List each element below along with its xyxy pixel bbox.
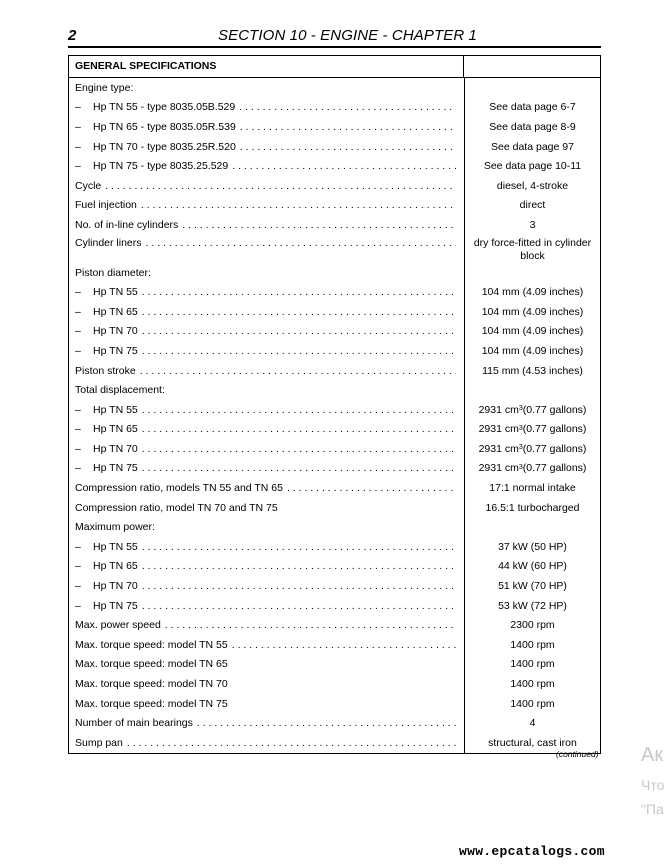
- spec-value: diesel, 4-stroke: [496, 179, 569, 192]
- spec-label: Max. power speed: [75, 619, 161, 632]
- spec-value: See data page 8-9: [489, 120, 576, 133]
- spec-label: Piston stroke: [75, 364, 136, 377]
- page-header: [68, 26, 601, 46]
- list-dash: –: [75, 580, 81, 593]
- table-row-label: [69, 156, 464, 176]
- dot-leader: [240, 121, 456, 133]
- spec-label: Hp TN 75: [93, 462, 138, 475]
- dot-leader: [142, 580, 456, 592]
- spec-value: See data page 97: [491, 140, 574, 153]
- dot-leader: [287, 482, 456, 494]
- spec-value: 1400 rpm: [510, 697, 555, 710]
- list-dash: –: [75, 160, 81, 173]
- spec-label: Piston diameter:: [75, 266, 151, 279]
- spec-label: Hp TN 70: [93, 442, 138, 455]
- list-dash: –: [75, 286, 81, 299]
- table-heading: GENERAL SPECIFICATIONS: [69, 56, 464, 77]
- spec-label: Sump pan: [75, 736, 123, 749]
- list-dash: –: [75, 325, 81, 338]
- list-dash: –: [75, 403, 81, 416]
- spec-label: Cycle: [75, 179, 102, 192]
- dot-leader: [240, 141, 456, 153]
- spec-label: Hp TN 75: [93, 599, 138, 612]
- dot-leader: [182, 219, 456, 231]
- table-row-label: [69, 380, 464, 400]
- dot-leader: [140, 365, 456, 377]
- spec-label: Hp TN 65: [93, 423, 138, 436]
- dot-leader: [142, 560, 456, 572]
- list-dash: –: [75, 344, 81, 357]
- spec-label: Cylinder liners: [75, 236, 142, 249]
- specifications-table: [68, 55, 601, 754]
- list-dash: –: [75, 120, 81, 133]
- dot-leader: [142, 443, 456, 455]
- dot-leader: [142, 345, 456, 357]
- table-row-label: [69, 635, 464, 655]
- spec-label: Hp TN 65: [93, 305, 138, 318]
- spec-label: Hp TN 65 - type 8035.05R.539: [93, 120, 236, 133]
- continued-note: (continued): [556, 749, 599, 759]
- spec-value: 2931 cm $^3$ (0.77 gallons): [478, 403, 587, 416]
- spec-value: 53 kW (72 HP): [498, 599, 567, 612]
- spec-value: 2931 cm $^3$ (0.77 gallons): [478, 442, 587, 455]
- header-rule: [68, 46, 601, 48]
- spec-value: 1400 rpm: [510, 638, 555, 651]
- spec-label: Max. torque speed: model TN 55: [75, 638, 228, 651]
- table-row-label: [69, 733, 464, 753]
- table-row-label: [69, 694, 464, 714]
- spec-value: 44 kW (60 HP): [498, 560, 567, 573]
- table-row-label: [69, 400, 464, 420]
- list-dash: –: [75, 462, 81, 475]
- table-body: [69, 78, 600, 753]
- spec-value: See data page 10-11: [483, 160, 582, 173]
- spec-value: 104 mm (4.09 inches): [481, 305, 584, 318]
- list-dash: –: [75, 599, 81, 612]
- dot-leader: [232, 160, 456, 172]
- list-dash: –: [75, 560, 81, 573]
- spec-label: Max. torque speed: model TN 75: [75, 697, 228, 710]
- section-title: SECTION 10 - ENGINE - CHAPTER 1: [218, 27, 477, 44]
- spec-label: Hp TN 55: [93, 286, 138, 299]
- spec-label: Hp TN 75 - type 8035.25.529: [93, 160, 229, 173]
- watermark-line-1: Ак: [641, 744, 664, 766]
- table-row-label: [69, 615, 464, 635]
- footer-url[interactable]: www.epcatalogs.com: [459, 844, 605, 859]
- table-row-label: [69, 117, 464, 137]
- list-dash: –: [75, 442, 81, 455]
- spec-label: Max. torque speed: model TN 70: [75, 678, 228, 691]
- table-row-label: [69, 176, 464, 196]
- superscript: 3: [518, 405, 523, 413]
- spec-value: 2931 cm $^3$ (0.77 gallons): [478, 423, 587, 436]
- spec-label: Compression ratio, model TN 70 and TN 75: [75, 501, 278, 514]
- table-row-label: [69, 655, 464, 675]
- table-row-label: [69, 235, 464, 263]
- dot-leader: [142, 325, 456, 337]
- dot-leader: [142, 423, 456, 435]
- spec-value: 51 kW (70 HP): [498, 580, 567, 593]
- spec-label: No. of in-line cylinders: [75, 218, 179, 231]
- spec-value: 1400 rpm: [510, 658, 555, 671]
- table-row-label: [69, 137, 464, 157]
- table-row-label: [69, 341, 464, 361]
- superscript: 3: [518, 424, 523, 432]
- table-heading-value-cell: [464, 56, 600, 77]
- table-row-label: [69, 576, 464, 596]
- spec-value: 115 mm (4.53 inches): [482, 364, 583, 377]
- spec-label: Hp TN 55 - type 8035.05B.529: [93, 101, 236, 114]
- spec-value: See data page 6-7: [489, 101, 576, 114]
- table-row-label: [69, 517, 464, 537]
- spec-value: 104 mm (4.09 inches): [481, 344, 584, 357]
- spec-value: 1400 rpm: [510, 678, 555, 691]
- superscript: 3: [518, 463, 523, 471]
- list-dash: –: [75, 305, 81, 318]
- spec-label: Total displacement:: [75, 384, 165, 397]
- spec-value: 16.5:1 turbocharged: [485, 501, 580, 514]
- table-row-label: [69, 420, 464, 440]
- spec-label: Number of main bearings: [75, 717, 193, 730]
- dot-leader: [142, 404, 456, 416]
- spec-label: Compression ratio, models TN 55 and TN 65: [75, 482, 283, 495]
- spec-value: 2300 rpm: [510, 619, 555, 632]
- table-row-label: [69, 459, 464, 479]
- dot-leader: [142, 541, 456, 553]
- spec-value: [465, 78, 600, 98]
- list-dash: –: [75, 540, 81, 553]
- dot-leader: [142, 462, 456, 474]
- table-row-label: [69, 263, 464, 283]
- table-row-label: [69, 478, 464, 498]
- table-row-label: [69, 537, 464, 557]
- dot-leader: [197, 717, 456, 729]
- spec-label: Engine type:: [75, 81, 134, 94]
- table-row-label: [69, 78, 464, 98]
- list-dash: –: [75, 101, 81, 114]
- spec-label: Hp TN 70 - type 8035.25R.520: [93, 140, 236, 153]
- list-dash: –: [75, 140, 81, 153]
- spec-label: Hp TN 55: [93, 403, 138, 416]
- page-number: 2: [68, 27, 77, 44]
- spec-value: dry force-fitted in cylinder block: [473, 236, 592, 262]
- table-row-label: [69, 557, 464, 577]
- table-row-label: [69, 713, 464, 733]
- spec-value: 104 mm (4.09 inches): [481, 325, 584, 338]
- spec-value: direct: [519, 199, 546, 212]
- spec-value: 37 kW (50 HP): [498, 540, 567, 553]
- spec-label: Hp TN 70: [93, 325, 138, 338]
- spec-label: Hp TN 75: [93, 344, 138, 357]
- spec-label: Hp TN 70: [93, 580, 138, 593]
- spec-label: Fuel injection: [75, 199, 137, 212]
- dot-leader: [105, 180, 456, 192]
- spec-value: structural, cast iron: [488, 736, 577, 749]
- spec-value: 3: [529, 218, 536, 231]
- table-row-label: [69, 361, 464, 381]
- dot-leader: [127, 737, 456, 749]
- table-row-label: [69, 439, 464, 459]
- table-row-label: [69, 98, 464, 118]
- superscript: 3: [518, 444, 523, 452]
- list-dash: –: [75, 423, 81, 436]
- dot-leader: [142, 286, 456, 298]
- table-row-label: [69, 196, 464, 216]
- spec-value: [465, 263, 600, 283]
- table-row-label: [69, 282, 464, 302]
- dot-leader: [142, 306, 456, 318]
- spec-value: [465, 380, 600, 400]
- table-row-label: [69, 302, 464, 322]
- table-row-label: [69, 322, 464, 342]
- dot-leader: [142, 600, 456, 612]
- spec-value: 4: [529, 717, 536, 730]
- watermark-line-2: Что: [641, 777, 665, 793]
- spec-label: Maximum power:: [75, 521, 155, 534]
- spec-label: Max. torque speed: model TN 65: [75, 658, 228, 671]
- spec-label: Hp TN 55: [93, 540, 138, 553]
- table-row-label: [69, 498, 464, 518]
- dot-leader: [232, 639, 456, 651]
- dot-leader: [141, 199, 456, 211]
- table-row-label: [69, 596, 464, 616]
- spec-value: 104 mm (4.09 inches): [481, 286, 584, 299]
- watermark-line-3: "Па: [641, 801, 664, 817]
- spec-label: Hp TN 65: [93, 560, 138, 573]
- value-column: [465, 78, 600, 753]
- table-heading-row: [69, 56, 600, 78]
- label-column: [69, 78, 465, 753]
- dot-leader: [146, 237, 456, 249]
- table-row-label: [69, 674, 464, 694]
- spec-value: 2931 cm $^3$ (0.77 gallons): [478, 462, 587, 475]
- dot-leader: [239, 101, 456, 113]
- dot-leader: [165, 619, 456, 631]
- table-row-label: [69, 215, 464, 235]
- spec-value: [465, 517, 600, 537]
- spec-value: 17:1 normal intake: [489, 482, 576, 495]
